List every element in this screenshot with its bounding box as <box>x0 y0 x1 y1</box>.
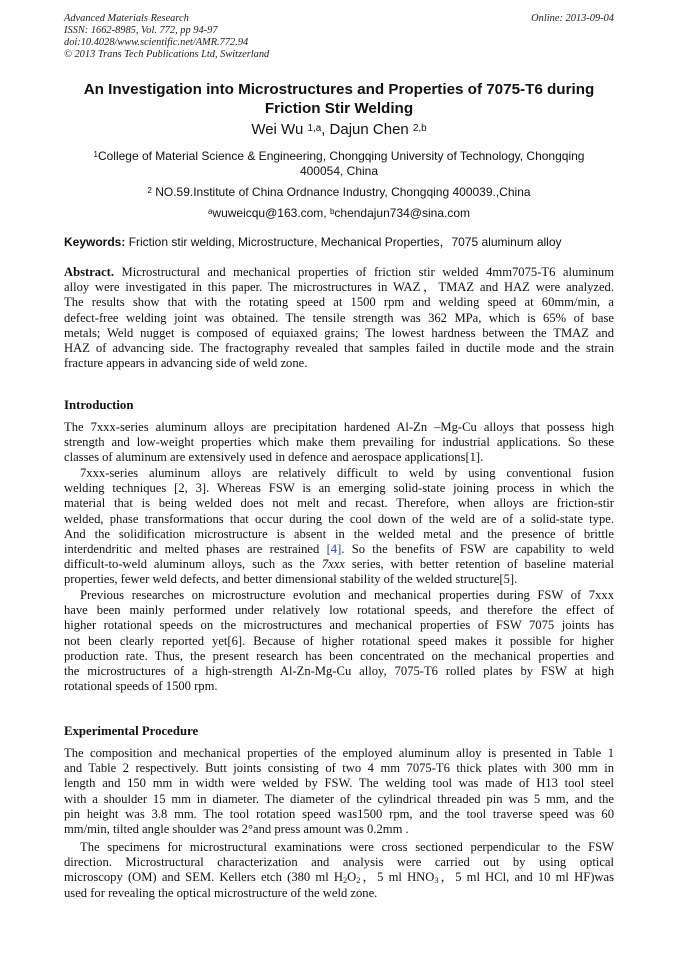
text-line: direction. Microstructural characterization and analysis were carried out by using optical <box>64 855 614 870</box>
text-line: length and 150 mm in width were welded by FSW. The welding tool was made of H13 tool steel <box>64 776 614 791</box>
abstract-line: alloy were investigated in this paper. The microstructures in WAZ，TMAZ and HAZ were analyzed. <box>64 280 614 295</box>
doi-line: doi:10.4028/www.scientific.net/AMR.772.94 <box>64 37 249 48</box>
title-line-1: An Investigation into Microstructures and Properties of 7075-T6 during <box>83 81 595 98</box>
text-line: strength and low-weight properties which make them prevailing for industrial applications. So these <box>64 435 614 450</box>
text-line: classes of aluminum are extensively used in defence and aerospace applications[1]. <box>64 450 484 465</box>
abstract-line: The results show that with the rotating speed at 1500 rpm and welding speed at 60mm/min, a <box>64 295 614 310</box>
text-line: have been mainly performed under relatively low rotational speeds, and therefore the effect of <box>64 603 614 618</box>
text-line: welding techniques [2, 3]. Whereas FSW is an emerging solid-state joining process in which the <box>64 481 614 496</box>
email-a-sup: a <box>208 207 213 217</box>
keywords-text: Friction stir welding, Microstructure, Mechanical Properties，7075 aluminum alloy <box>125 235 562 249</box>
keywords <box>64 235 624 250</box>
author-1: Wei Wu <box>251 121 308 138</box>
abstract-line: Abstract. Microstructural and mechanical properties of friction stir welded 4mm7075-T6 aluminum <box>64 265 614 279</box>
text-line: The specimens for microstructural examinations were cross sectioned perpendicular to the FSW <box>80 840 614 854</box>
affiliation-2-sup: 2 <box>147 186 152 196</box>
text-line: difficult-to-weld aluminum alloys, such as the 7xxx series, with better retention of baseline material <box>64 557 614 572</box>
email-b-sup: b <box>329 207 335 217</box>
affiliation-1-line-2: 400054, China <box>299 164 379 178</box>
paper-title <box>60 80 618 118</box>
abstract <box>64 265 614 371</box>
text-line: microscopy (OM) and SEM. Kellers etch (380 ml $H_2O_2$，5 ml $HNO_3$，5 ml HCl, and 10 ml HF)was <box>64 870 615 886</box>
abstract-line: fracture appears in advancing side of weld zone. <box>64 356 308 371</box>
section-heading-experimental: Experimental Procedure <box>64 724 199 738</box>
intro-paragraph-2 <box>64 466 614 588</box>
text-line: and Table 2 respectively. Butt joints consisting of two 4 mm 7075-T6 thick plates with 300 mm in <box>64 761 614 776</box>
copyright-line: © 2013 Trans Tech Publications Ltd, Switzerland <box>64 49 270 60</box>
text-line: mm/min, tilted angle shoulder was 2°and press amount was 0.2mm . <box>64 822 409 837</box>
affiliation-1-line-1: College of Material Science & Engineering, Chongqing University of Technology, Chongqing <box>97 149 585 163</box>
affiliation-2 <box>70 185 608 200</box>
title-line-2: Friction Stir Welding <box>264 100 414 117</box>
affiliation-1-sup: 1 <box>93 150 98 160</box>
intro-paragraph-1 <box>64 420 614 466</box>
text-line: higher rotational speeds on the microstructures and mechanical properties of FSW 7075 joints has <box>64 618 614 633</box>
text-line: the microstructures of a high-strength Al-Zn-Mg-Cu alloy, 7075-T6 rolled plates by FSW at high <box>64 664 614 679</box>
author-separator: , <box>321 121 330 138</box>
text-line: pin height was 3.8 mm. The tool rotation speed was1500 rpm, and the tool traverse speed was 60 <box>64 806 614 821</box>
text-line: The composition and mechanical properties of the employed aluminum alloy is presented in Table 1 <box>64 746 614 760</box>
issn-line: ISSN: 1662-8985, Vol. 772, pp 94-97 <box>64 25 218 36</box>
affiliation-1 <box>70 149 608 179</box>
section-heading-introduction: Introduction <box>64 398 134 412</box>
text-line: 7xxx-series aluminum alloys are relatively difficult to weld by using conventional fusion <box>80 466 614 480</box>
experimental-paragraph-2 <box>64 840 614 901</box>
text-line: And the solidification microstructure is absent in the welded metal and the presence of brittle <box>64 526 614 541</box>
email-b[interactable]: chendajun734@sina.com <box>334 206 470 220</box>
online-date: Online: 2013-09-04 <box>531 13 614 24</box>
email-a[interactable]: wuweicqu@163.com, <box>212 206 330 220</box>
text-line: not been clearly reported yet[6]. Because of higher rotational speed makes it possible for higher <box>64 633 614 648</box>
email-line <box>70 206 608 221</box>
journal-name: Advanced Materials Research <box>64 13 189 24</box>
text-line: with a shoulder 15 mm in diameter. The diameter of the cylindrical threaded pin was 5 mm, and the <box>64 791 614 806</box>
author-list <box>60 121 618 139</box>
text-line: used for revealing the optical microstructure of the weld zone. <box>64 885 378 900</box>
author-2-affil: 2,b <box>412 122 427 134</box>
abstract-line: metals; Weld nugget is composed of equiaxed grains; The lowest hardness between the TMAZ and <box>64 325 614 340</box>
text-line: production rate. Thus, the present research has been concentrated on the mechanical properties and <box>64 648 614 663</box>
experimental-paragraph-1 <box>64 746 614 837</box>
abstract-label: Abstract. <box>64 265 115 279</box>
journal-header <box>64 13 269 61</box>
text-line: welded, phase transformations that occur during the cool down of the weld are of a solid-state type. <box>64 511 614 526</box>
text-line: Previous researches on microstructure evolution and mechanical properties during FSW of 7xxx <box>80 588 614 602</box>
abstract-line: defect-free welding joint was obtained. The tensile strength was 362 MPa, which is 65% of base <box>64 310 614 325</box>
text-line: The 7xxx-series aluminum alloys are precipitation hardened Al-Zn –Mg-Cu alloys that possess high <box>64 420 614 434</box>
author-1-affil: 1,a <box>307 122 322 134</box>
text-line: properties, fewer weld defects, and better dimensional stability of the welded structure[5]. <box>64 572 518 587</box>
abstract-line: HAZ of advancing side. The fractography revealed that samples failed in ductile mode and the strain <box>64 341 614 356</box>
text-line: material that is being welded does not melt and recast. Therefore, when alloys are friction-stir <box>64 496 614 511</box>
affiliation-2-text: NO.59.Institute of China Ordnance Industry, Chongqing 400039.,China <box>151 185 531 199</box>
intro-paragraph-3 <box>64 588 614 694</box>
citation-link[interactable]: [4] <box>326 542 342 557</box>
keywords-label: Keywords: <box>64 235 126 249</box>
author-2: Dajun Chen <box>329 121 413 138</box>
text-line: interdendritic and melted phases are restrained [4]. So the benefits of FSW are capability to weld <box>64 542 614 557</box>
text-line: rotational speeds of 1500 rpm. <box>64 679 218 694</box>
